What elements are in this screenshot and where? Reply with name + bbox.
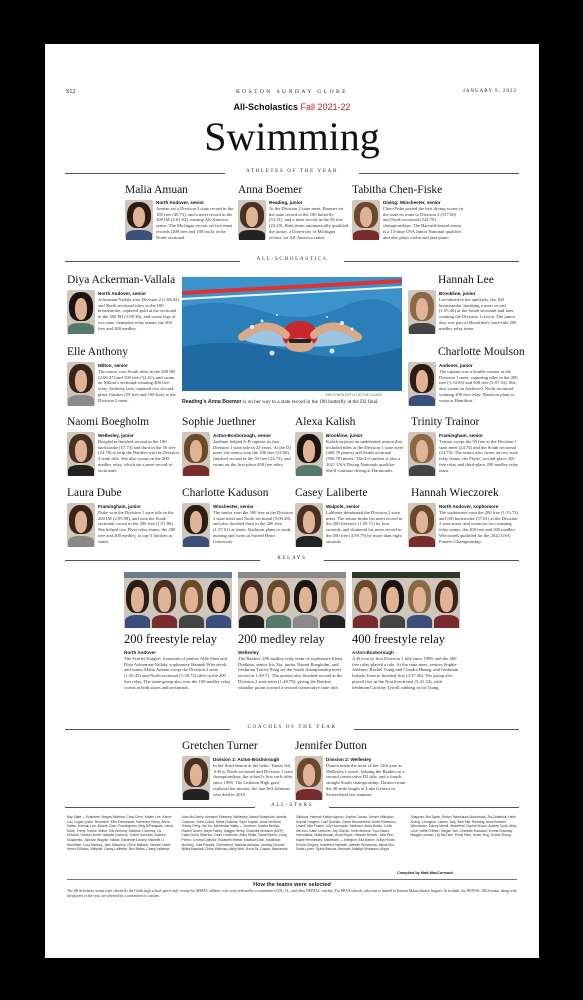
headshot-photo bbox=[319, 578, 346, 628]
headshot-photo bbox=[67, 503, 95, 547]
caption-text: is on her way to a state record in the 100 butterfly at the D2 final. bbox=[241, 399, 379, 405]
relay-school: Wellesley bbox=[238, 650, 259, 655]
headshot bbox=[295, 756, 323, 800]
headshot bbox=[295, 503, 323, 547]
rule bbox=[65, 729, 230, 730]
kicker-label: All-Scholastics bbox=[233, 102, 298, 112]
headshot-photo bbox=[124, 578, 151, 628]
relay-blurb: The Raiders' 200 medley relay team of sophomore Elena Dudkina, senior Iris Xia, junior Naomi Boegholm, and freshman Tracey Peng set the South championship meet record in 1:49.72. The quartet also finished second at the Division 2 state meet (1:48.79), giving the Raiders valuable points toward a second consecutive state title. bbox=[238, 656, 343, 690]
rule bbox=[65, 173, 225, 174]
athlete-blurb: Dube won the Division 1 state title in the 200 IM (2:09.98), and won the South sectional crown in the 200 free (1:57.86). She helped two Flyer relay teams, the 200 free and 200 medley, to top-3 finishes at states. bbox=[98, 510, 176, 544]
athlete-school: Wellesley, junior bbox=[98, 433, 134, 438]
headshot bbox=[67, 362, 95, 406]
relay-team-photo bbox=[238, 572, 346, 628]
athlete-school: Reading, junior bbox=[269, 200, 303, 205]
section-label: COACHES OF THE YEAR bbox=[241, 724, 342, 730]
issue-date: JANUARY 9, 2022 bbox=[462, 89, 517, 94]
athlete-name: Hannah Wieczorek bbox=[411, 487, 499, 499]
athlete-name: Sophie Juethner bbox=[182, 416, 256, 428]
headshot-photo bbox=[67, 362, 95, 406]
photo-caption bbox=[182, 399, 402, 405]
relay-team-photo bbox=[124, 572, 232, 628]
headshot bbox=[352, 200, 380, 240]
headshot-photo bbox=[295, 503, 323, 547]
headshot bbox=[238, 200, 266, 240]
athlete-school: Winchester, senior bbox=[213, 504, 254, 509]
headshot-photo bbox=[406, 578, 433, 628]
athlete-name: Diya Ackerman-Vallala bbox=[67, 274, 176, 286]
athlete-blurb: Trainor swept the 50 free at the Division 1 state meet (24.74) and the South sectional (24.75). The senior also swam on two state relay teams, the Flyers' second-place 200 free relay and third-place 200 medley relay team. bbox=[439, 439, 519, 473]
athlete-name: Casey Laliberte bbox=[295, 487, 368, 499]
rule bbox=[65, 261, 240, 262]
athlete-school: Brookline, junior bbox=[439, 291, 476, 296]
relay-school: Acton-Boxborough bbox=[352, 650, 394, 655]
relay-name: 400 freestyle relay bbox=[352, 632, 446, 646]
section-label: ATHLETES OF THE YEAR bbox=[240, 168, 344, 174]
rule bbox=[344, 261, 519, 262]
athlete-school: North Andover, sophomore bbox=[439, 504, 499, 509]
headshot-photo bbox=[178, 578, 205, 628]
relay-blurb: A-B won its first Division 1 title since 1998, and the 400 free relay played a role. At the state meet, seniors Sophie Juethner, Rachel Tsang and Claudia Huang, and freshman Isabela Tenorio finished first (3:37.56). The group also placed first in the North sectional (3:41.34), with freshman Caroline Tyrrell subbing in for Tsang. bbox=[352, 656, 459, 690]
athlete-blurb: Dutton made the most of her 12th year as Wellesley's coach, helping the Raiders to a second consecutive D2 title, and a fourth straight South championship. Dutton swam the 40-mile length of Lake Geneva in Switzerland last summer. bbox=[326, 763, 406, 797]
headshot-photo bbox=[182, 432, 210, 476]
athlete-school: Milton, senior bbox=[98, 363, 128, 368]
athlete-school: Division 1: Acton-Boxborough bbox=[213, 757, 280, 762]
headshot-photo bbox=[151, 578, 178, 628]
compiled-credit: Compiled by Matt MacCormack bbox=[397, 871, 454, 875]
athlete-name: Charlotte Kaduson bbox=[182, 487, 269, 499]
headshot-photo bbox=[379, 578, 406, 628]
allstars-header bbox=[65, 802, 519, 812]
headshot-photo bbox=[125, 200, 153, 240]
headshot-photo bbox=[352, 200, 380, 240]
relay-blurb: The Scarlet Knights' foursome of juniors Allie Shea and Diya Ackerman-Vallala, sophomore Hannah Wieczorek, and senior Malia Amuan swept the Division 2 state (1:36.43) and North sectional (1:38.72) titles in the 200 free relay. The same group also won the 100 medley relay crown at both states and sectionals. bbox=[124, 656, 231, 690]
headshot bbox=[125, 200, 153, 240]
allstars-list: Bay State — Braintree: Megan Bellman, Chris Chen, Kaden Lee, Kelvin Luu, Logan Quinn. Brookline: Ellie Eisenhauer, Katherine Henry, Alexa Kalish, Hannah Lee, Bonnie Zhao. Framingham: Meg DiPasquale, Laura Dube, Trinity Trainor. Milton: Elle Anthony, Madison Cummey, Liv DiSanto. Newton North: Isabella Carberry, Tucker Kornicas, Andrew Scapinello, Jackson Wagner. Natick: Katherine Dorsey, Michelle Li. Needham: Lucy Mackey, Jane Mahoney, Chloe Wallach. Newton North: Honor DiSanto. Walpole: Casey Laliberte, Ben Balles, Casey Laliberte, Liam McCarthy, Avenesh Sheeney. Wellesley: Naomi Boegholm, Amelia Cookson, Sofia Cosca, Elena Dudkina, Sapir Kaplan, Anne McGrew, Tracey Peng, Iris Xia. Merrimack Valley — Andover: Amelia Bertolo, Rachel Devlin, Maya Flatley, Maggie Henry, Charlotte Moulson (MVP), Claire Nolin. Billerica: Claire Lindeman, Abby White, Daniel Burns, Craig Perino. Central Catholic: Elizabeth Beede, Madison Dion, Maddison McGoey, Julia Paradis, Chelmsford: Marissa Antossa, Lindsay Dovnell, Mikila Marshall, Chloe Wellman, Abby Wos, Nova Sa. Dracut: Mackenzie Gibbons, Hannah Kaitlyn Aquino, Sophia Caruso, Kenzie Hillington, Sophia Langero, Carli Quinlan, Carter Beauchemin, Aiden Roberson, Lowell: Nila Frazier, Lilly Houmaaini. Methuen: Anna Bokko, Collie DeLeon, Katie Lefebvre, Jay Oberlin, Keith Ambroe. Tyco Bazer, Hamutallas, Malia Amuan, Anya Boyce, Hannah Brewer, Julia Fine. Kaylie Hennessey. Middlesex — Arlington: Ella Barker, Sofija Fisher, Emma Gregory, Katherine Hartwell, Isabelle Houseman, Alexis Kim, Sadie Lycen, Sylvie Baccus. Belmont: Maeilyn Morassini, Aliyya Snappier, Mia Taylor, Robyn Tsitonlaura-Macdonald, Zia Zaharidis, Heidi Zhang. Lexington: Lauren Jolly, Sam Mei. Reading: Anna Boemer. Winchester: Danny Merrill. Wakefield: Sophie Brown, Audrey Cook, Abby Luce, Kellie O'Brien, Megan Van, Charlotte Kaduson, Emma Roseday, Maggie Landon, Lily McCann, Emily Minh, Annie Xing, Donna Zhang. bbox=[67, 815, 517, 852]
athlete-blurb: Chen-Fiske posted the best diving scores in the state en route to Division 2 (517.60) and North sectional (524.70) championships. The Harvard-bound senior is a 13-time USA Junior National qualifier, and also plays violin and jazz piano. bbox=[383, 206, 463, 240]
swimmer-illustration bbox=[182, 277, 402, 391]
headshot-photo bbox=[205, 578, 232, 628]
athlete-blurb: Boegholm finished second in the 100 backstroke (57.73) and third in the 50 free (24.78) to help the Raiders win the Division 2 team title. She also swam on the 200 medley relay, which set a meet record at sectionals. bbox=[98, 439, 179, 473]
athlete-blurb: Amuan set a Division 2 state record in the 100 free (49.73), and a meet record in the 200 IM (2:01.02), earning All-America status. The Michigan recruit set two meet records (200 free and 100 back) at the North sectional. bbox=[156, 206, 234, 240]
athlete-name: Naomi Boegholm bbox=[67, 416, 150, 428]
headshot-photo bbox=[67, 290, 95, 334]
athlete-name: Hannah Lee bbox=[438, 274, 494, 286]
headshot bbox=[408, 432, 436, 476]
coaches-header bbox=[65, 724, 519, 734]
headshot-photo bbox=[408, 362, 436, 406]
relay-name: 200 freestyle relay bbox=[124, 632, 218, 646]
athlete-blurb: The senior won the 500 free at the Division 2 state meet and North sectional (5:09.28), and also finished third in the 200 free (1:57.01) at states. Kaduson plans to study nursing and swim at Sacred Heart University. bbox=[213, 510, 293, 544]
athlete-blurb: Laliberte dominated the Division 2 state meet. The senior broke his meet record in the 200 freestyle (1:50.71) by four seconds, and shattered his meet record in the 500 free (4:59.79) by more than eight seconds. bbox=[326, 510, 403, 544]
headshot bbox=[182, 756, 210, 800]
athlete-school: North Andover, senior bbox=[156, 200, 205, 205]
athlete-name: Gretchen Turner bbox=[182, 740, 258, 752]
athlete-school: Diving: Winchester, senior bbox=[383, 200, 441, 205]
headshot-photo bbox=[408, 432, 436, 476]
athlete-blurb: Juethner helped A-B capture its first Division 1 state title in 23 years. At the D1 meet, the senior won the 100 free (54.08), finished second in the 50 free (24.73), and swam on the first-place 200 free relay. bbox=[213, 439, 292, 467]
headshot bbox=[408, 362, 436, 406]
athlete-name: Jennifer Dutton bbox=[295, 740, 367, 752]
photo-credit: GRETCHEN ERTL FOR THE GLOBE bbox=[325, 393, 382, 397]
athlete-school: Acton-Boxborough, senior bbox=[213, 433, 272, 438]
headshot bbox=[67, 290, 95, 334]
headshot-photo bbox=[408, 503, 436, 547]
athlete-name: Malia Amuan bbox=[125, 184, 188, 196]
headshot-photo bbox=[408, 290, 436, 334]
relay-school: North Andover bbox=[124, 650, 156, 655]
section-label: ALL-SCHOLASTICS bbox=[251, 256, 334, 262]
athlete-name: Alexa Kalish bbox=[295, 416, 356, 428]
kicker-year: Fall 2021-22 bbox=[300, 102, 351, 112]
athlete-blurb: Ackerman-Vallala won Division 2 (1:06.02) and North sectional titles in the 100 breaststroke, captured gold at the sectional in the 200 IM (2:08.36), and swam legs of two state champion relay teams, the 200 free and 200 medley. bbox=[98, 297, 180, 331]
headshot bbox=[408, 503, 436, 547]
rule bbox=[324, 560, 519, 561]
section-kicker bbox=[45, 102, 539, 112]
selection-note bbox=[67, 879, 517, 898]
athlete-blurb: Kalish enjoyed an undefeated season that included titles at the Division 1 state meet (460.70 points) and South sectional (500.70) meets. The 4.0 student is also a 2021 USA Diving Nationals qualifier. She'll continue diving at Dartmouth. bbox=[326, 439, 404, 473]
rule bbox=[65, 560, 260, 561]
headshot-photo bbox=[295, 756, 323, 800]
page-number: S12 bbox=[66, 89, 76, 95]
rule bbox=[329, 807, 519, 808]
athlete-blurb: At the Division 2 state meet, Boemer set the state record in the 100 butterfly (53.31), and a meet record in the 50 free (23.20). Both times automatically qualified the junior, a University of Michigan recruit, for All-America status. bbox=[269, 206, 349, 240]
headshot-photo bbox=[433, 578, 460, 628]
swimmer-photo bbox=[182, 277, 402, 391]
headshot bbox=[182, 432, 210, 476]
athlete-school: Andover, junior bbox=[439, 363, 473, 368]
caption-lead: Reading's Anna Boemer bbox=[182, 399, 242, 405]
athlete-name: Charlotte Moulson bbox=[438, 346, 525, 358]
relay-team-photo bbox=[352, 572, 460, 628]
aoy-header bbox=[65, 168, 519, 178]
athlete-name: Anna Boemer bbox=[238, 184, 303, 196]
athlete-name: Tabitha Chen-Fiske bbox=[352, 184, 443, 196]
section-label: RELAYS bbox=[271, 555, 312, 561]
page-title: Swimming bbox=[204, 114, 380, 159]
headshot-photo bbox=[238, 200, 266, 240]
athlete-blurb: Lee shined in her specialty, the 100 breaststroke, breaking a meet record (1:05.46) at the South sectional and later winning the Division 1 crown. The junior also was part of Brookline's state-title 200 medley relay team. bbox=[439, 297, 517, 331]
athlete-school: Framingham, junior bbox=[98, 504, 141, 509]
athlete-school: Framingham, senior bbox=[439, 433, 483, 438]
athlete-school: Walpole, senior bbox=[326, 504, 360, 509]
athlete-blurb: The senior won South titles in the 200 IM (2:06.37) and 100 free (52.61), and swam on Milton's sectional-winning 400 free relay. Anthony later captured two second-place finishes (50 free and 100 free) at the Division 2 meet. bbox=[98, 369, 176, 403]
newspaper-name: BOSTON SUNDAY GLOBE bbox=[236, 89, 348, 95]
athlete-school: North Andover, senior bbox=[98, 291, 147, 296]
headshot-photo bbox=[182, 756, 210, 800]
headshot-photo bbox=[238, 578, 265, 628]
headshot-photo bbox=[67, 432, 95, 476]
rule bbox=[354, 729, 519, 730]
relays-header bbox=[65, 555, 519, 565]
headshot-photo bbox=[182, 503, 210, 547]
headshot-photo bbox=[295, 432, 323, 476]
headshot-photo bbox=[292, 578, 319, 628]
headshot bbox=[295, 432, 323, 476]
selection-text: The All-Scholastic teams were chosen by the Globe high school sports staff, except for MSPAC athletes, who were selected by a committee of DL, CL, and other NEPSAC coaches. For MIAA schools, selection is limited to Eastern Massachusetts leagues. In football, the NEPSAC All-S teams, along with the players of the year, are selected by a committee of coaches. bbox=[67, 889, 517, 898]
all-scholastics-header bbox=[65, 256, 519, 266]
athlete-name: Trinity Trainor bbox=[411, 416, 480, 428]
athlete-name: Laura Dube bbox=[67, 487, 122, 499]
headshot bbox=[182, 503, 210, 547]
athlete-blurb: The captain was a double winner at the Division 1 meet, capturing titles in the 200 free (1:54.83) and 500 free (5:07.33). She also swam on Andover's North sectional-winning 400 free relay. Moulson plans to swim at Hamilton. bbox=[439, 369, 518, 403]
rule bbox=[65, 807, 255, 808]
headshot bbox=[67, 432, 95, 476]
headshot-photo bbox=[352, 578, 379, 628]
headshot bbox=[67, 503, 95, 547]
athlete-name: Elle Anthony bbox=[67, 346, 129, 358]
athlete-school: Division 2: Wellesley bbox=[326, 757, 372, 762]
headshot bbox=[408, 290, 436, 334]
athlete-blurb: In her third season at the helm, Turner led A-B to North sectional and Division 1 state championships, the school's first such titles since 1998. The Littleton High grad replaced her mentor, the late Jeff Johnson, who died in 2019. bbox=[213, 763, 293, 797]
selection-heading: How the teams were selected bbox=[253, 882, 331, 888]
headshot-photo bbox=[265, 578, 292, 628]
athlete-blurb: The sophomore won the 200 free (1:53.73) and 100 backstroke (57.61) at the Division 2 state meet, and swam on two winning relay teams, the 200 free and 200 medley. Wieczorek qualified for the 2022 USA Futures Championship. bbox=[439, 510, 518, 544]
newspaper-page bbox=[45, 44, 539, 958]
relay-name: 200 medley relay bbox=[238, 632, 325, 646]
rule bbox=[359, 173, 519, 174]
section-label: ALL-STARS bbox=[265, 802, 319, 808]
athlete-school: Brookline, junior bbox=[326, 433, 363, 438]
